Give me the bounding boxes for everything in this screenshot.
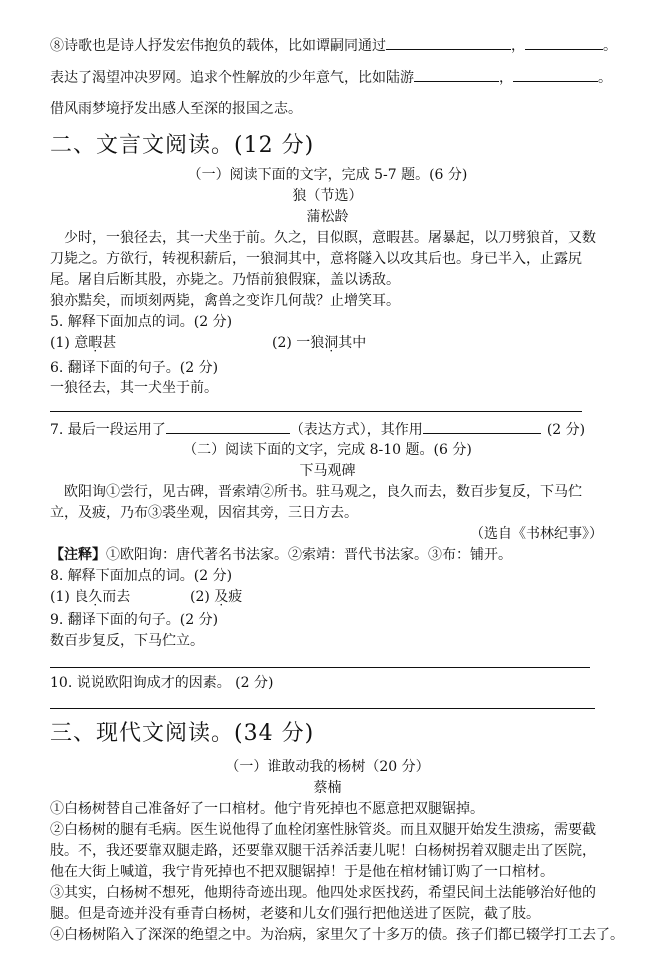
question-5-item-1: (1) 意暇甚 [50, 335, 117, 351]
answer-blank[interactable] [525, 35, 603, 50]
question-9: 9. 翻译下面的句子。(2 分) [50, 612, 219, 628]
question-5-item-2: (2) 一狼洞其中 [272, 335, 367, 351]
passage-intro: （二）阅读下面的文字，完成 8-10 题。(6 分) [183, 442, 472, 458]
passage-paragraph: 欧阳询①尝行，见古碑，晋索靖②所书。驻马观之，良久而去，数百步复反，下马伫立，及疲，乃布③裘坐观，因宿其旁，三日方去。 [50, 484, 582, 521]
passage-paragraph: ④白杨树陷入了深深的绝望之中。为治病，家里欠了十多万的债。孩子们都已辍学打工去了。 [50, 927, 624, 943]
passage-paragraph: 狼亦黠矣，而顷刻两毙，禽兽之变诈几何哉？止增笑耳。 [50, 293, 400, 309]
answer-blank[interactable] [414, 67, 499, 82]
answer-line[interactable] [50, 667, 590, 668]
passage-paragraph: 少时，一狼径去，其一犬坐于前。久之，目似瞑，意暇甚。屠暴起，以刀劈狼首，又数刀毙之。方欲行，转视积薪后，一狼洞其中，意将隧入以攻其后也。身已半入，止露尻尾。屠自后断其股，亦毙之。乃悟前狼假寐，盖以诱敌。 [50, 230, 596, 288]
passage-paragraph: ②白杨树的腿有毛病。医生说他得了血栓闭塞性脉管炎。而且双腿开始发生溃疡，需要截肢。不，我还要靠双腿走路，还要靠双腿干活养活妻儿呢！白杨树拐着双腿走出了医院，他在大街上喊道，我宁肯死掉也不把双腿锯掉！于是他在棺材铺订购了一口棺材。 [50, 822, 596, 880]
answer-blank[interactable] [423, 419, 541, 434]
question-8-item-1: (1) 良久而去 [50, 589, 131, 605]
question-7: 7. 最后一段运用了 （表达方式），其作用 (2 分) [50, 419, 585, 440]
passage-paragraph: ③其实，白杨树不想死，他期待奇迹出现。他四处求医找药，希望民间土法能够治好他的腿。但是奇迹并没有垂青白杨树，老婆和儿女们强行把他送进了医院，截了肢。 [50, 885, 596, 922]
passage-author: 蒲松龄 [306, 209, 349, 225]
passage-author: 蔡楠 [313, 780, 342, 796]
passage-title: 下马观碑 [299, 463, 356, 479]
passage-title: （一）谁敢动我的杨树（20 分） [225, 759, 430, 775]
question-10: 10. 说说欧阳询成才的因素。 (2 分) [50, 675, 274, 691]
poem-question-line-3: 借风雨梦境抒发出感人至深的报国之志。 [50, 101, 302, 117]
section-heading-modern: 三、现代文阅读。(34 分) [50, 721, 315, 746]
answer-blank[interactable] [513, 67, 598, 82]
passage-paragraph: ①白杨树替自己准备好了一口棺材。他宁肯死掉也不愿意把双腿锯掉。 [50, 801, 484, 817]
answer-blank[interactable] [166, 419, 290, 434]
question-8-item-2: (2) 及疲 [190, 589, 243, 605]
passage-title: 狼（节选） [292, 188, 363, 204]
question-6: 6. 翻译下面的句子。(2 分) [50, 360, 219, 376]
passage-notes: 【注释】①欧阳询：唐代著名书法家。②索靖：晋代书法家。③布：铺开。 [50, 547, 512, 563]
question-6-sentence: 一狼径去，其一犬坐于前。 [50, 380, 218, 396]
question-9-sentence: 数百步复反，下马伫立。 [50, 633, 204, 649]
poem-question-line-2: 表达了渴望冲决罗网。追求个性解放的少年意气，比如陆游 ， 。 [50, 67, 612, 88]
answer-line[interactable] [50, 708, 595, 709]
question-8: 8. 解释下面加点的词。(2 分) [50, 568, 233, 584]
question-5: 5. 解释下面加点的词。(2 分) [50, 314, 233, 330]
poem-question-line-1: ⑧诗歌也是诗人抒发宏伟抱负的载体，比如谭嗣同通过 ， 。 [50, 35, 617, 56]
section-heading-classical: 二、文言文阅读。(12 分) [50, 133, 315, 158]
passage-intro: （一）阅读下面的文字，完成 5-7 题。(6 分) [187, 167, 468, 183]
answer-line[interactable] [50, 411, 582, 412]
passage-source: （选自《书林纪事》） [470, 526, 603, 542]
answer-blank[interactable] [386, 35, 511, 50]
